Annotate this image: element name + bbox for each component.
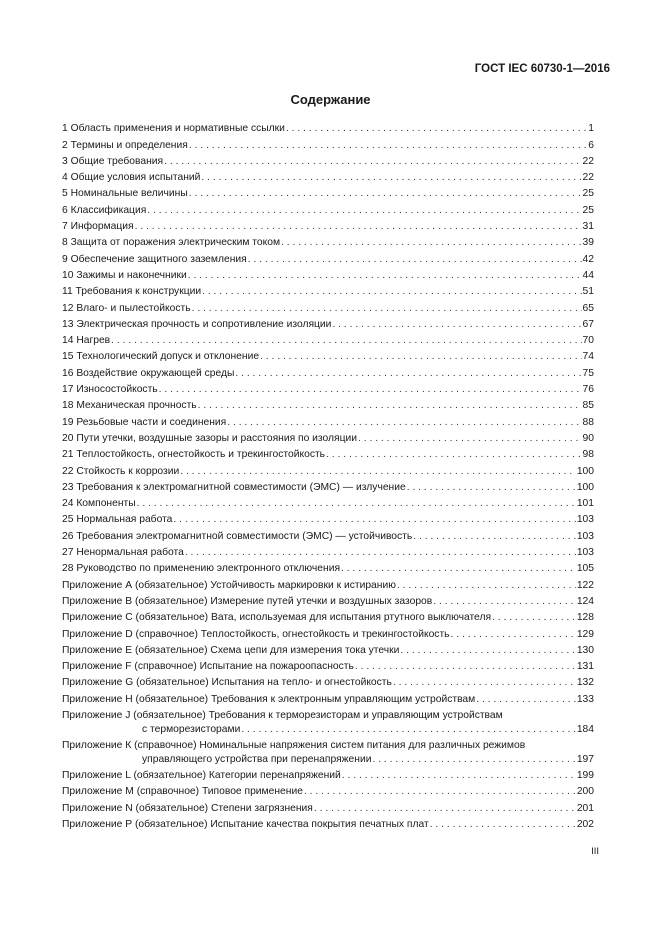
toc-entry[interactable]: [62, 119, 594, 135]
toc-entry[interactable]: [62, 315, 594, 331]
toc-entry[interactable]: [62, 233, 594, 249]
toc-entry-label: 17 Износостойкость: [62, 384, 158, 396]
toc-entry-label: 8 Защита от поражения электрическим током: [62, 237, 281, 249]
toc-entry-label: 14 Нагрев: [62, 335, 111, 347]
page-number: III: [591, 846, 599, 857]
toc-entry[interactable]: [62, 526, 594, 542]
toc-entry[interactable]: [62, 494, 594, 510]
toc-leader-dots: [260, 351, 581, 363]
toc-entry-label: 3 Общие требования: [62, 155, 164, 167]
toc-entry-label: Приложение М (справочное) Типовое применение: [62, 786, 303, 798]
toc-entry-label: Приложение J (обязательное) Требования к терморезисторам и управляющим устройствам: [62, 709, 503, 721]
toc-leader-dots: [164, 156, 581, 168]
toc-entry-label: 13 Электрическая прочность и сопротивление изоляции: [62, 318, 332, 330]
toc-entry[interactable]: [62, 266, 594, 282]
toc-entry-page: 51: [582, 286, 594, 298]
toc-entry-label: 22 Стойкость к коррозии: [62, 465, 180, 477]
toc-entry-page: 101: [576, 498, 594, 510]
toc-entry-label: Приложение G (обязательное) Испытания на тепло- и огнестойкость: [62, 677, 392, 689]
toc-entry-label: 20 Пути утечки, воздушные зазоры и расстояния по изоляции: [62, 432, 358, 444]
toc-entry-page: 42: [582, 253, 594, 265]
toc-entry[interactable]: [62, 461, 594, 477]
toc-entry-page: 31: [582, 221, 594, 233]
toc-entry-label-continued: с терморезисторами: [142, 723, 241, 735]
toc-entry-page: 122: [576, 579, 594, 591]
toc-entry-page: 129: [576, 628, 594, 640]
toc-leader-dots: [248, 254, 582, 266]
toc-leader-dots: [281, 237, 581, 249]
toc-entry-page: 22: [582, 172, 594, 184]
toc-entry-page: 44: [582, 269, 594, 281]
toc-entry-page: 103: [576, 514, 594, 526]
toc-entry[interactable]: [62, 673, 594, 689]
toc-entry-page: 124: [576, 595, 594, 607]
toc-entry-label: 19 Резьбовые части и соединения: [62, 416, 227, 428]
toc-entry-page: 1: [588, 123, 594, 135]
toc-entry-label: 15 Технологический допуск и отклонение: [62, 351, 260, 363]
toc-entry-page: 200: [576, 786, 594, 798]
toc-entry[interactable]: [62, 282, 594, 298]
toc-entry[interactable]: [62, 766, 594, 782]
toc-entry-page: 76: [582, 384, 594, 396]
toc-entry-label: 4 Общие условия испытаний: [62, 172, 201, 184]
toc-leader-dots: [135, 221, 582, 233]
toc-entry-label-continued: управляющего устройства при перенапряжении: [142, 753, 372, 765]
toc-entry[interactable]: [62, 815, 594, 831]
toc-leader-dots: [180, 466, 576, 478]
toc-entry-page: 70: [582, 335, 594, 347]
toc-leader-dots: [286, 123, 587, 135]
toc-entry[interactable]: [62, 152, 594, 168]
toc-entry-page: 88: [582, 416, 594, 428]
toc-entry-label: 27 Ненормальная работа: [62, 547, 184, 559]
toc-entry-page: 39: [582, 237, 594, 249]
toc-entry-label: Приложение В (обязательное) Измерение путей утечки и воздушных зазоров: [62, 595, 433, 607]
toc-entry[interactable]: [62, 380, 594, 396]
toc-entry-label: 11 Требования к конструкции: [62, 286, 202, 298]
toc-entry[interactable]: [62, 543, 594, 559]
toc-entry[interactable]: [62, 445, 594, 461]
toc-entry-page: 105: [576, 563, 594, 575]
toc-entry-label: Приложение А (обязательное) Устойчивость маркировки к истиранию: [62, 579, 396, 591]
toc-entry-page: 131: [576, 661, 594, 673]
toc-entry-label: Приложение Н (обязательное) Требования к электронным управляющим устройствам: [62, 693, 476, 705]
toc-leader-dots: [235, 368, 581, 380]
toc-leader-dots: [202, 286, 581, 298]
toc-entry-page: 103: [576, 547, 594, 559]
toc-leader-dots: [201, 172, 581, 184]
toc-leader-dots: [314, 803, 576, 815]
toc-entry[interactable]: [62, 249, 594, 265]
toc-entry[interactable]: [62, 184, 594, 200]
toc-entry[interactable]: [62, 782, 594, 798]
toc-entry-page: 65: [582, 302, 594, 314]
toc-entry-page: 100: [576, 465, 594, 477]
toc-entry[interactable]: [62, 168, 594, 184]
toc-entry-page: 98: [582, 449, 594, 461]
toc-leader-dots: [393, 677, 576, 689]
toc-leader-dots: [189, 188, 582, 200]
toc-leader-dots: [342, 770, 576, 782]
toc-entry-label: Приложение F (справочное) Испытание на пожароопасность: [62, 661, 354, 673]
toc-entry-page: 74: [582, 351, 594, 363]
toc-entry-page: 6: [588, 139, 594, 151]
toc-entry-page: 75: [582, 367, 594, 379]
toc-entry-page: 132: [576, 677, 594, 689]
toc-entry[interactable]: [62, 641, 594, 657]
toc-entry[interactable]: [62, 510, 594, 526]
toc-leader-dots: [341, 563, 576, 575]
toc-entry[interactable]: [62, 363, 594, 379]
toc-entry[interactable]: [62, 396, 594, 412]
toc-entry[interactable]: [62, 412, 594, 428]
toc-entry-page: 100: [576, 481, 594, 493]
toc-leader-dots: [430, 819, 576, 831]
toc-leader-dots: [137, 498, 576, 510]
toc-leader-dots: [400, 645, 575, 657]
toc-entry[interactable]: [62, 706, 594, 736]
toc-entry-label: Приложение D (справочное) Теплостойкость, огнестойкость и трекингостойкость: [62, 628, 450, 640]
toc-entry-label: 2 Термины и определения: [62, 139, 188, 151]
toc-entry-label: 9 Обеспечение защитного заземления: [62, 253, 247, 265]
table-of-contents: [62, 119, 594, 831]
toc-entry[interactable]: [62, 592, 594, 608]
toc-entry-label: Приложение Р (обязательное) Испытание качества покрытия печатных плат: [62, 818, 429, 830]
toc-entry-label: 28 Руководство по применению электронного отключения: [62, 563, 341, 575]
toc-entry-label: 5 Номинальные величины: [62, 188, 188, 200]
toc-entry[interactable]: [62, 217, 594, 233]
toc-entry[interactable]: [62, 200, 594, 216]
toc-leader-dots: [241, 724, 575, 736]
toc-entry[interactable]: [62, 657, 594, 673]
toc-leader-dots: [332, 319, 581, 331]
toc-entry[interactable]: [62, 135, 594, 151]
toc-leader-dots: [451, 629, 576, 641]
toc-entry-page: 184: [576, 723, 594, 735]
toc-entry-label: Приложение К (справочное) Номинальные напряжения систем питания для различных режимов: [62, 739, 526, 751]
toc-leader-dots: [189, 140, 587, 152]
toc-entry-page: 85: [582, 400, 594, 412]
toc-leader-dots: [159, 384, 582, 396]
toc-entry-label: 26 Требования электромагнитной совместимости (ЭМС) — устойчивость: [62, 530, 413, 542]
toc-entry-page: 133: [576, 693, 594, 705]
toc-leader-dots: [304, 786, 576, 798]
toc-entry[interactable]: [62, 478, 594, 494]
standard-header: ГОСТ IEC 60730-1—2016: [474, 63, 610, 75]
toc-entry-page: 199: [576, 769, 594, 781]
toc-leader-dots: [111, 335, 581, 347]
toc-entry[interactable]: [62, 347, 594, 363]
toc-leader-dots: [173, 514, 575, 526]
toc-leader-dots: [185, 547, 576, 559]
toc-entry-label: 1 Область применения и нормативные ссылки: [62, 123, 285, 135]
toc-entry-label: Приложение N (обязательное) Степени загрязнения: [62, 802, 313, 814]
toc-leader-dots: [358, 433, 582, 445]
toc-entry-page: 103: [576, 530, 594, 542]
toc-leader-dots: [372, 754, 575, 766]
toc-entry-page: 67: [582, 318, 594, 330]
toc-entry[interactable]: [62, 689, 594, 705]
toc-entry[interactable]: [62, 575, 594, 591]
toc-leader-dots: [147, 205, 581, 217]
toc-entry-label: Приложение Е (обязательное) Схема цепи для измерения тока утечки: [62, 644, 400, 656]
toc-leader-dots: [188, 270, 582, 282]
toc-leader-dots: [492, 612, 576, 624]
toc-leader-dots: [433, 596, 576, 608]
toc-leader-dots: [192, 303, 582, 315]
toc-entry[interactable]: [62, 331, 594, 347]
toc-entry[interactable]: [62, 736, 594, 766]
toc-entry[interactable]: [62, 429, 594, 445]
toc-leader-dots: [476, 694, 576, 706]
toc-entry-page: 130: [576, 644, 594, 656]
toc-entry-page: 201: [576, 802, 594, 814]
toc-entry[interactable]: [62, 608, 594, 624]
toc-entry-label: 12 Влаго- и пылестойкость: [62, 302, 191, 314]
toc-entry[interactable]: [62, 624, 594, 640]
toc-entry-page: 197: [576, 753, 594, 765]
toc-entry-label: 6 Классификация: [62, 204, 147, 216]
toc-entry-label: 25 Нормальная работа: [62, 514, 173, 526]
toc-entry[interactable]: [62, 559, 594, 575]
toc-entry-page: 202: [576, 818, 594, 830]
toc-leader-dots: [407, 482, 576, 494]
toc-entry-page: 90: [582, 432, 594, 444]
toc-entry-page: 25: [582, 204, 594, 216]
toc-entry-page: 22: [582, 155, 594, 167]
toc-entry-label: 24 Компоненты: [62, 498, 136, 510]
toc-entry[interactable]: [62, 298, 594, 314]
toc-entry-page: 25: [582, 188, 594, 200]
toc-entry-label: 21 Теплостойкость, огнестойкость и трекингостойкость: [62, 449, 326, 461]
toc-leader-dots: [227, 417, 581, 429]
toc-entry[interactable]: [62, 798, 594, 814]
toc-leader-dots: [326, 449, 581, 461]
toc-entry-label: 23 Требования к электромагнитной совместимости (ЭМС) — излучение: [62, 481, 406, 493]
toc-leader-dots: [198, 400, 582, 412]
page-title: Содержание: [290, 92, 371, 107]
toc-entry-label: 10 Зажимы и наконечники: [62, 269, 187, 281]
toc-entry-page: 128: [576, 612, 594, 624]
toc-entry-label: 18 Механическая прочность: [62, 400, 197, 412]
toc-entry-label: Приложение С (обязательное) Вата, используемая для испытания ртутного выключателя: [62, 612, 492, 624]
toc-entry-label: Приложение L (обязательное) Категории перенапряжений: [62, 769, 341, 781]
toc-leader-dots: [413, 531, 576, 543]
toc-entry-label: 16 Воздействие окружающей среды: [62, 367, 235, 379]
toc-leader-dots: [355, 661, 576, 673]
toc-leader-dots: [397, 580, 576, 592]
toc-entry-label: 7 Информация: [62, 221, 134, 233]
